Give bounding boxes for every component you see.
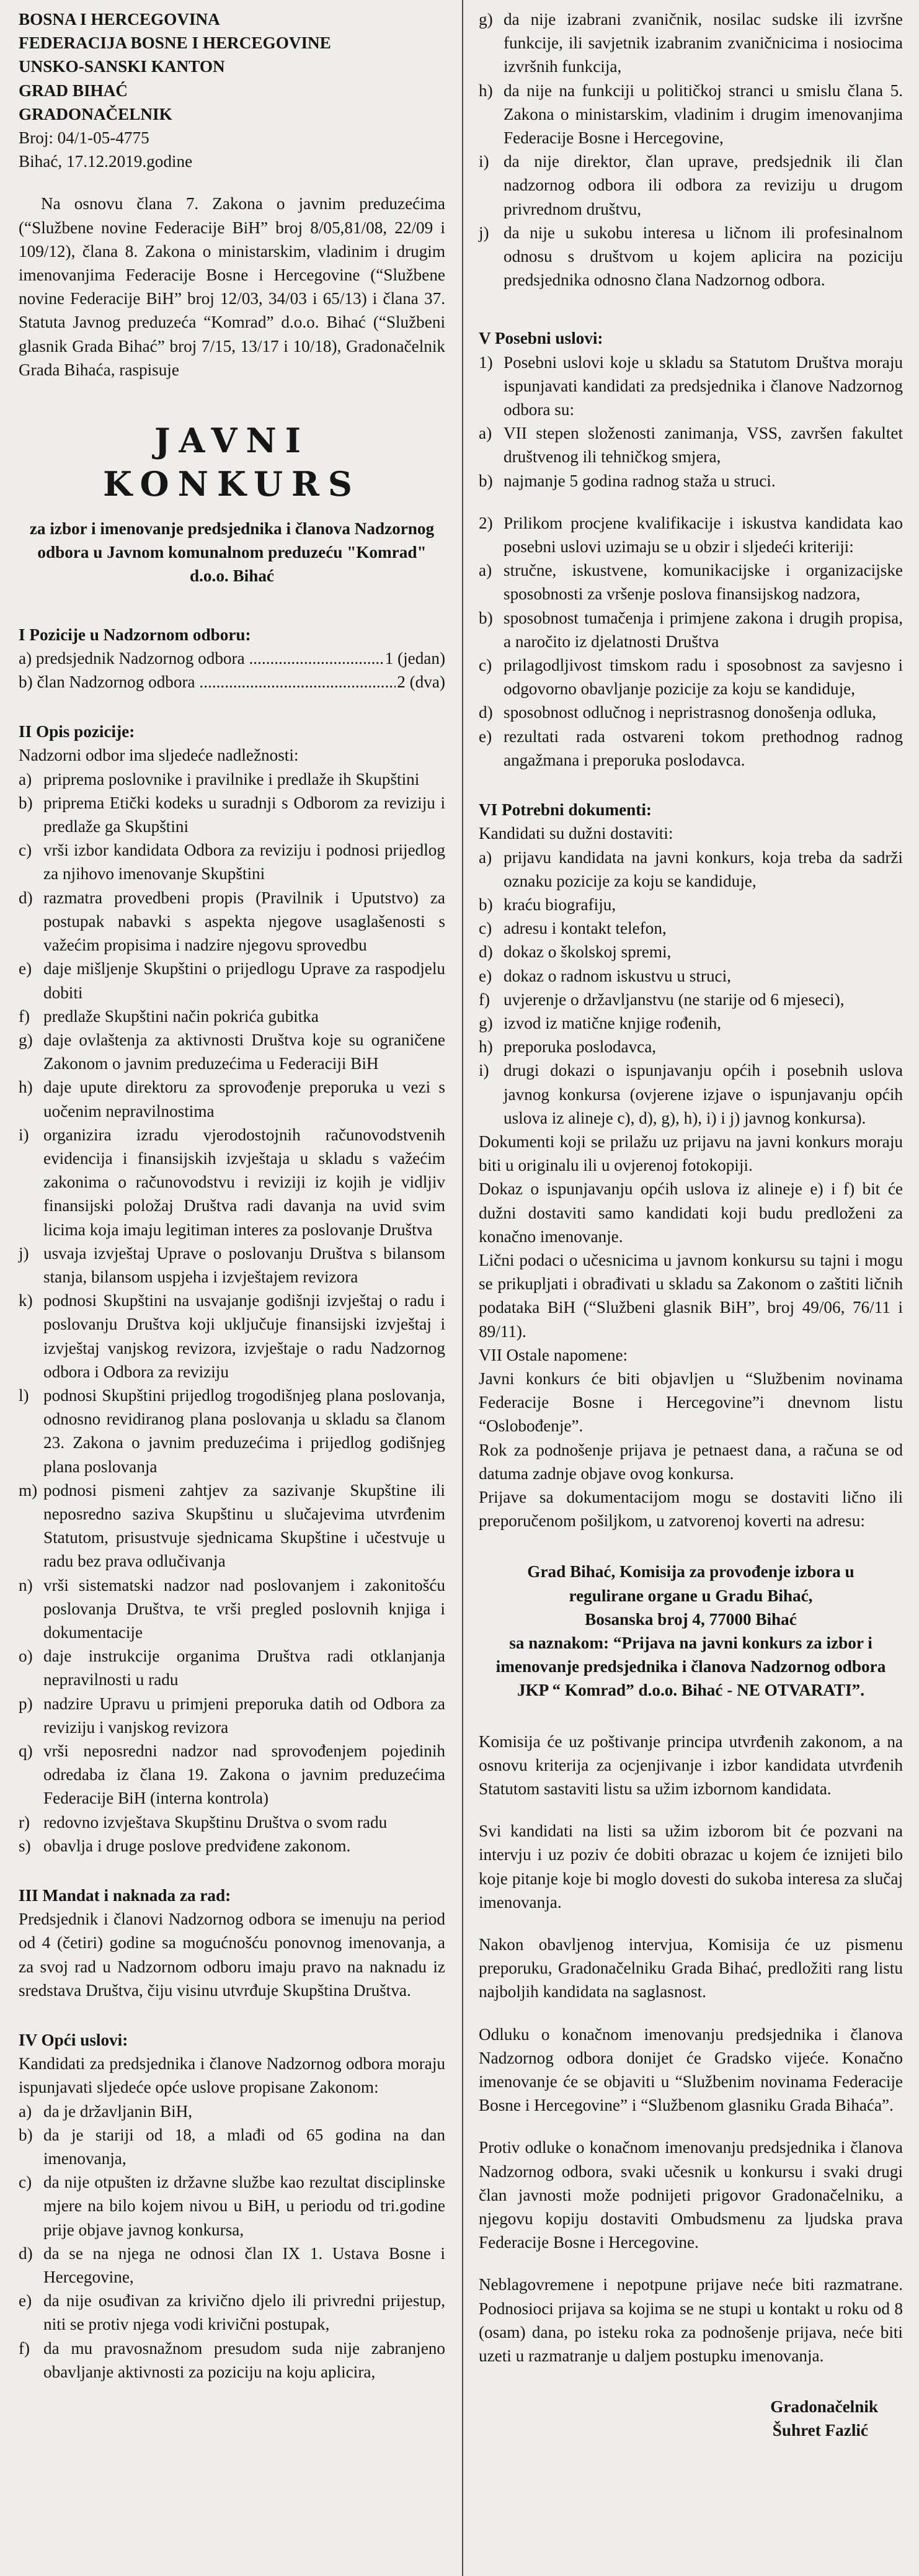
item-marker: r)	[19, 1812, 30, 1831]
item-text: vrši izbor kandidata Odbora za reviziju i podnosi prijedlog za njihovo imenovanje Skupštini	[43, 841, 445, 883]
delivery-address	[479, 1560, 903, 1702]
item-text: preporuka poslodavca,	[504, 1037, 657, 1057]
item-text: da mu pravosnažnom presudom suda nije zabranjeno obavljanje aktivnosti za poziciju na koju aplicira,	[43, 2338, 445, 2381]
right-column	[466, 7, 912, 2576]
section-lead: Kandidati su dužni dostaviti:	[479, 824, 673, 843]
item-marker: h)	[479, 1037, 493, 1057]
item-text: podnosi Skupštini prijedlog trogodišnjeg plana poslovanja, odnosno revidiranog plana poslovanja u skladu sa članom 23. Zakona o javnim preduzećima i prijedlog godišnjeg plana poslovanja	[43, 1385, 445, 1476]
item-text: vrši sistematski nadzor nad poslovanjem i zakonitošću poslovanja Društva, te vrši pregled poslovnih knjiga i dokumentacije	[43, 1575, 445, 1642]
item-marker: a)	[19, 769, 32, 789]
closing-paragraph: Svi kandidati na listi sa užim izborom bit će pozvani na intervju i uz poziv će dobiti obrazac u kojem će iznijeti bilo koje pitanje koje bi moglo dovesti do sukoba interesa za slučaj imenovanja.	[479, 1822, 903, 1912]
item-marker: n)	[19, 1575, 33, 1594]
list-item	[19, 2123, 445, 2170]
general-conditions-list-continued	[479, 7, 903, 292]
item-text: daje instrukcije organima Društva radi otklanjanja nepravilnosti u radu	[43, 1647, 445, 1689]
item-marker: b)	[19, 2125, 33, 2144]
list-item	[479, 1035, 903, 1058]
section-documents	[479, 798, 903, 1343]
section-heading: VI Potrebni dokumenti:	[479, 800, 652, 820]
list-item	[19, 1384, 445, 1478]
item-marker: g)	[19, 1030, 33, 1049]
section-positions	[19, 623, 445, 694]
closing-paragraph: Nakon obavljenog intervjua, Komisija će uz pismenu preporuku, Gradonačelniku Grada Bihać, predložiti rang listu najboljih kandidata na saglasnost.	[479, 1935, 903, 2001]
item-marker: 1)	[479, 352, 493, 372]
list-item	[479, 700, 903, 724]
item-marker: i)	[479, 1061, 489, 1080]
documents-list	[479, 846, 903, 1130]
position-count: 2 (dva)	[397, 673, 445, 692]
list-item	[19, 838, 445, 885]
document-date: Bihać, 17.12.2019.godine	[19, 152, 193, 171]
documents-note: Lični podaci o učesnicima u javnom konkursu su tajni i mogu se prikupljati i obrađivati u skladu sa Zakonom o zaštiti ličnih podataka BiH (“Službeni glasnik BiH”, broj 49/06, 76/11 i 89/11).	[479, 1250, 903, 1341]
item-text: priprema Etički kodeks u suradnji s Odborom za reviziju i predlaže ga Skupštini	[43, 793, 445, 836]
column-divider	[462, 0, 463, 2576]
document-number: Broj: 04/1-05-4775	[19, 128, 149, 148]
item-marker: h)	[19, 1078, 33, 1097]
list-item	[19, 1739, 445, 1810]
list-item	[19, 2100, 445, 2123]
item-marker: f)	[19, 2338, 30, 2358]
item-text: najmanje 5 godina radnog staža u struci.	[504, 471, 776, 490]
documents-note: Dokumenti koji se prilažu uz prijavu na javni konkurs moraju biti u originalu ili u ovjerenoj fotokopiji.	[479, 1132, 903, 1175]
closing-paragraph: Neblagovremene i nepotpune prijave neće biti razmatrane. Podnosioci prijava sa kojima se ne stupi u kontakt u roku od 8 (osam) dana, po isteku roka za podnošenje prijava, neće biti uzeti u razmatranje u daljem postupku imenovanja.	[479, 2275, 903, 2366]
list-item	[19, 1644, 445, 1691]
item-text: priprema poslovnike i pravilnike i predlaže ih Skupštini	[43, 769, 420, 789]
list-item	[19, 1834, 445, 1858]
item-text: sposobnost tumačenja i primjene zakona i drugih propisa, a naročito iz djelatnosti Društva	[504, 608, 903, 651]
list-item	[19, 1075, 445, 1122]
item-marker: p)	[19, 1694, 33, 1713]
list-item	[19, 1123, 445, 1241]
position-label: a) predsjednik Nadzornog odbora .....	[19, 646, 384, 670]
item-text: prijavu kandidata na javni konkurs, koja treba da sadrži oznaku pozicije za koju se kandiduje,	[504, 847, 903, 890]
item-text: stručne, iskustvene, komunikacijske i organizacijske sposobnosti za vršenje poslova finansijskog nadzora,	[504, 561, 903, 604]
issuer-header	[19, 7, 445, 173]
item-text: predlaže Skupštini način pokrića gubitka	[43, 1006, 319, 1026]
list-item	[19, 2337, 445, 2384]
section-description	[19, 720, 445, 1858]
item-marker: a)	[19, 2101, 32, 2121]
item-text: daje mišljenje Skupštini o prijedlogu Uprave za raspodjelu dobiti	[43, 959, 445, 1002]
section-heading: I Pozicije u Nadzornom odboru:	[19, 625, 251, 644]
item-marker: k)	[19, 1291, 33, 1310]
numbered-paragraph	[479, 351, 903, 422]
address-line: Bosanska broj 4, 77000 Bihać	[585, 1609, 797, 1629]
item-marker: b)	[479, 895, 493, 914]
closing-paragraph: Komisija će uz poštivanje principa utvrđenih zakonom, a na osnovu kriterija za ocjenjivanje i izbor kandidata utvrđenih Statutom sastaviti listu sa užim izbornom kandidata.	[479, 1732, 903, 1799]
list-item	[19, 791, 445, 838]
section-general-conditions	[19, 2028, 445, 2384]
section-heading: VII Ostale napomene:	[479, 1345, 628, 1364]
item-marker: c)	[19, 841, 32, 860]
special-conditions-list	[479, 421, 903, 493]
item-text: daje ovlaštenja za aktivnosti Društva koje su ograničene Zakonom o javnim preduzećima u Federaciji BiH	[43, 1030, 445, 1073]
header-line: BOSNA I HERCEGOVINA	[19, 10, 220, 29]
list-item	[19, 1478, 445, 1573]
section-special-conditions	[479, 326, 903, 772]
item-text: obavlja i druge poslove predviđene zakonom.	[43, 1836, 351, 1855]
item-text: da je državljanin BiH,	[43, 2101, 193, 2121]
item-marker: a)	[479, 424, 492, 443]
list-item	[479, 1058, 903, 1130]
section-lead: Kandidati za predsjednika i članove Nadzornog odbora moraju ispunjavati sljedeće opće uslove propisane Zakonom:	[19, 2054, 445, 2097]
item-marker: i)	[479, 152, 489, 171]
list-item	[479, 893, 903, 916]
position-count: 1 (jedan)	[384, 648, 445, 668]
item-marker: g)	[479, 1013, 493, 1032]
item-marker: c)	[479, 656, 492, 675]
position-row	[19, 646, 445, 670]
list-item	[19, 767, 445, 791]
list-item	[479, 916, 903, 940]
list-item	[479, 150, 903, 221]
item-marker: s)	[19, 1836, 31, 1855]
item-marker: m)	[19, 1480, 38, 1500]
item-marker: f)	[19, 1006, 30, 1026]
list-item	[479, 221, 903, 292]
item-text: prilagodljivost timskom radu i sposobnost za savjesno i odgovorno obavljanje pozicije za koju se kandiduje,	[504, 656, 903, 699]
item-text: da nije osuđivan za krivično djelo ili privredni prijestup, niti se protiv njega vodi krivični postupak,	[43, 2291, 445, 2334]
signature-title: Gradonačelnik	[770, 2397, 878, 2417]
list-item	[19, 1241, 445, 1289]
item-text: nadzire Upravu u primjeni preporuka datih od Odbora za reviziju i vanjskog revizora	[43, 1694, 445, 1737]
list-item	[479, 653, 903, 700]
list-item	[479, 1011, 903, 1035]
signature-name: Šuhret Fazlić	[772, 2421, 868, 2440]
list-item	[479, 469, 903, 493]
item-text: VII stepen složenosti zanimanja, VSS, završen fakultet društvenog ili tehničkog smjera,	[504, 424, 903, 467]
item-text: adresu i kontakt telefon,	[504, 919, 667, 938]
item-marker: d)	[479, 942, 493, 962]
list-item	[19, 2170, 445, 2242]
item-marker: d)	[479, 703, 493, 722]
section-heading: IV Opći uslovi:	[19, 2031, 128, 2050]
item-marker: d)	[19, 888, 33, 907]
item-marker: c)	[19, 2173, 32, 2192]
item-marker: o)	[19, 1647, 33, 1666]
list-item	[19, 1289, 445, 1384]
header-line: UNSKO-SANSKI KANTON	[19, 57, 225, 76]
list-item	[479, 606, 903, 653]
item-text: da nije izabrani zvaničnik, nosilac sudske ili izvršne funkcije, ili savjetnik izabranim zvaničnicima i nosiocima izvršnih funkcija,	[504, 10, 903, 76]
item-text: da nije u sukobu interesa u ličnom ili profesinalnom odnosu s društvom u kojem aplicira na poziciju predsjednika odnosno člana Nadzornog odbora.	[504, 223, 903, 290]
item-marker: e)	[479, 966, 492, 985]
item-marker: q)	[19, 1742, 33, 1760]
item-text: da je stariji od 18, a mlađi od 65 godina na dan imenovanja,	[43, 2125, 445, 2168]
item-marker: e)	[19, 959, 32, 978]
left-column	[10, 7, 458, 2576]
competences-list	[19, 767, 445, 1858]
item-text: da nije otpušten iz državne službe kao rezultat disciplinske mjere na bilo kojem nivou u BiH, u periodu od tri.godine prije objave javnog konkursa,	[43, 2173, 445, 2239]
item-marker: f)	[479, 990, 491, 1009]
item-marker: h)	[479, 81, 493, 100]
item-marker: l)	[19, 1385, 29, 1405]
list-item	[19, 2289, 445, 2336]
item-marker: a)	[479, 847, 492, 867]
closing-paragraph: Protiv odluke o konačnom imenovanju predsjednika i članova Nadzornog odbora, svaki učesnik u konkursu i svaki drugi član javnosti može podnijeti prigovor Gradonačelniku, a njegovu kopiju dostaviti Ombudsmenu za ljudska prava Federacije Bosne i Hercegovine.	[479, 2138, 903, 2252]
section-heading: V Posebni uslovi:	[479, 329, 603, 348]
item-marker: d)	[19, 2243, 33, 2263]
notes-paragraph: Javni konkurs će biti objavljen u “Službenim novinama Federacije Bosne i Hercegovine”i dnevnom listu “Oslobođenje”.	[479, 1369, 903, 1436]
item-text: da nije na funkciji u političkoj stranci u smislu člana 5. Zakona o ministarskim, vladinim i drugim imenovanjima Federacije Bosne i Hercegovine,	[504, 81, 903, 148]
list-item	[479, 940, 903, 964]
list-item	[479, 421, 903, 468]
section-heading: II Opis pozicije:	[19, 722, 135, 741]
list-item	[479, 988, 903, 1011]
mandate-text: Predsjednik i članovi Nadzornog odbora se imenuju na period od 4 (četiri) godine sa mogućnošću ponovnog imenovanja, a za svoj rad u Nadzornom odboru imaju pravo na naknadu iz sredstava Društva, čiju visinu utvrđuje Skupština Društva.	[19, 1910, 445, 2000]
list-item	[19, 1810, 445, 1834]
item-text: Posebni uslovi koje u skladu sa Statutom Društva moraju ispunjavati kandidati za predsjednika i članove Nadzornog odbora su:	[504, 352, 903, 419]
closing-paragraph: Odluku o konačnom imenovanju predsjednika i članova Nadzornog odbora donijet će Gradsko vijeće. Konačno imenovanje će se objaviti u “Službenim novinama Federacije Bosne i Hercegovine” i “Službenom glasniku Grada Bihaća”.	[479, 2024, 903, 2115]
item-marker: a)	[479, 561, 492, 580]
list-item	[19, 1573, 445, 1645]
section-heading: III Mandat i naknada za rad:	[19, 1886, 231, 1905]
list-item	[19, 1692, 445, 1739]
item-text: sposobnost odlučnog i nepristrasnog donošenja odluka,	[504, 703, 877, 722]
item-text: vrši neposredni nadzor nad sprovođenjem pojedinih odredaba iz člana 19. Zakona o javnim preduzećima Federacije BiH (interna kontrola)	[43, 1742, 445, 1808]
criteria-list	[479, 558, 903, 772]
list-item	[479, 725, 903, 772]
legal-basis-paragraph: Na osnovu člana 7. Zakona o javnim preduzećima (“Službene novine Federacije BiH” broj 8/05,81/08, 22/09 i 109/12), člana 8. Zakona o ministarskim, vladinim i drugim imenovanjima Federacije Bosne i Hercegovine (“Službene novine Federacije BiH” broj 12/03, 34/03 i 65/13) i člana 37. Statuta Javnog preduzeća “Komrad” d.o.o. Bihać (“Službeni glasnik Grada Bihać” broj 7/15, 13/17 i 10/18), Gradonačelnik Grada Bihaća, raspisuje	[19, 194, 445, 379]
item-marker: i)	[19, 1125, 29, 1144]
item-marker: b)	[479, 471, 493, 490]
item-marker: e)	[19, 2291, 32, 2310]
list-item	[19, 886, 445, 957]
item-text: Prilikom procjene kvalifikacije i iskustva kandidata kao posebni uslovi uzimaju se u obzir i sljedeći kriteriji:	[504, 513, 903, 557]
list-item	[19, 1028, 445, 1075]
header-line: FEDERACIJA BOSNE I HERCEGOVINE	[19, 34, 331, 53]
item-text: da se na njega ne odnosi član IX 1. Ustava Bosne i Hercegovine,	[43, 2243, 445, 2287]
header-line: GRADONAČELNIK	[19, 104, 172, 123]
item-text: podnosi pismeni zahtjev za sazivanje Skupštine ili neposredno saziva Skupštinu u slučajevima utvrđenim Statutom, prisustvuje sjednicama Skupštine i učestvuje u radu bez prava odlučivanja	[43, 1480, 445, 1571]
address-line: regulirane organe u Gradu Bihać,	[569, 1586, 813, 1605]
header-line: GRAD BIHAĆ	[19, 81, 128, 100]
list-item	[19, 2242, 445, 2289]
documents-note: Dokaz o ispunjavanju općih uslova iz alineje e) i f) bit će dužni dostaviti samo kandidati koji budu predloženi za konačno imenovanje.	[479, 1179, 903, 1246]
item-text: drugi dokazi o ispunjavanju općih i posebnih uslova javnog konkursa (ovjerene izjave o ispunjavanju općih uslova iz alineje c), d), g), h), i) i j) javnog konkursa).	[504, 1061, 903, 1127]
item-marker: j)	[479, 223, 489, 242]
item-marker: e)	[479, 727, 492, 746]
list-item	[479, 558, 903, 606]
list-item	[479, 846, 903, 893]
item-text: dokaz o školskoj spremi,	[504, 942, 672, 962]
list-item	[479, 7, 903, 79]
item-marker: 2)	[479, 513, 493, 532]
item-text: usvaja izvještaj Uprave o poslovanju Društva s bilansom stanja, bilansom uspjeha i izvještajem revizora	[43, 1243, 445, 1286]
section-other-notes	[479, 1343, 903, 1533]
position-label: b) član Nadzornog odbora .....	[19, 670, 396, 694]
section-mandate	[19, 1884, 445, 2002]
item-marker: b)	[19, 793, 33, 812]
item-text: dokaz o radnom iskustvu u struci,	[504, 966, 731, 985]
item-text: redovno izvještava Skupštinu Društva o svom radu	[43, 1812, 388, 1831]
item-text: podnosi Skupštini na usvajanje godišnji izvještaj o radu i poslovanju Društva koji uključuje finansijski izvještaj i izvještaj vanjskog revizora, izvještaje o radu Nadzornog odbora i Odbora za reviziju	[43, 1291, 445, 1381]
section-lead: Nadzorni odbor ima sljedeće nadležnosti:	[19, 746, 299, 765]
notes-paragraph: Prijave sa dokumentacijom mogu se dostaviti lično ili preporučenom pošiljkom, u zatvorenoj koverti na adresu:	[479, 1487, 903, 1531]
item-text: organizira izradu vjerodostojnih računovodstvenih evidencija i finansijskih izvještaja u skladu s važećim zakonima o računovodstvu i reviziji iz kojih je vidljiv finansijski položaj Društva radi davanja na uvid svim licima koja imaju legitiman interes za poslovanje Društva	[43, 1125, 445, 1239]
list-item	[479, 79, 903, 150]
document-subtitle: za izbor i imenovanje predsjednika i članova Nadzornog odbora u Javnom komunalnom preduzeću "Komrad" d.o.o. Bihać	[29, 519, 435, 586]
item-marker: g)	[479, 10, 493, 29]
item-text: daje upute direktoru za sprovođenje preporuka u vezi s uočenim nepravilnostima	[43, 1078, 445, 1120]
item-text: rezultati rada ostvareni tokom prethodnog radnog angažmana i preporuka poslodavca.	[504, 727, 903, 769]
item-text: da nije direktor, član uprave, predsjednik ili član nadzornog odbora ili odbora za reviziju u drugom privrednom društvu,	[504, 152, 903, 218]
notes-paragraph: Rok za podnošenje prijava je petnaest dana, a računa se od datuma zadnje objave ovog konkursa.	[479, 1440, 903, 1483]
document-title: JAVNI KONKURS	[103, 421, 361, 504]
item-marker: j)	[19, 1243, 29, 1263]
list-item	[479, 964, 903, 988]
address-line: Grad Bihać, Komisija za provođenje izbora u	[527, 1562, 855, 1581]
list-item	[19, 957, 445, 1004]
item-text: uvjerenje o državljanstvu (ne starije od 6 mjeseci),	[504, 990, 845, 1009]
item-text: izvod iz matične knjige rođenih,	[504, 1013, 722, 1032]
general-conditions-list	[19, 2100, 445, 2384]
item-marker: b)	[479, 608, 493, 627]
list-item	[19, 1004, 445, 1028]
address-label-note: sa naznakom: “Prijava na javni konkurs za izbor i imenovanje predsjednika i članova Nadzornog odbora JKP “ Komrad” d.o.o. Bihać - NE OTVARATI”.	[495, 1634, 886, 1700]
item-text: kraću biografiju,	[504, 895, 616, 914]
numbered-paragraph	[479, 511, 903, 558]
item-text: razmatra provedbeni propis (Pravilnik i Uputstvo) za postupak nabavki s aspekta njegove usaglašenosti s važećim propisima i nadzire njegovu sprovedbu	[43, 888, 445, 955]
position-row	[19, 670, 445, 694]
item-marker: c)	[479, 919, 492, 938]
